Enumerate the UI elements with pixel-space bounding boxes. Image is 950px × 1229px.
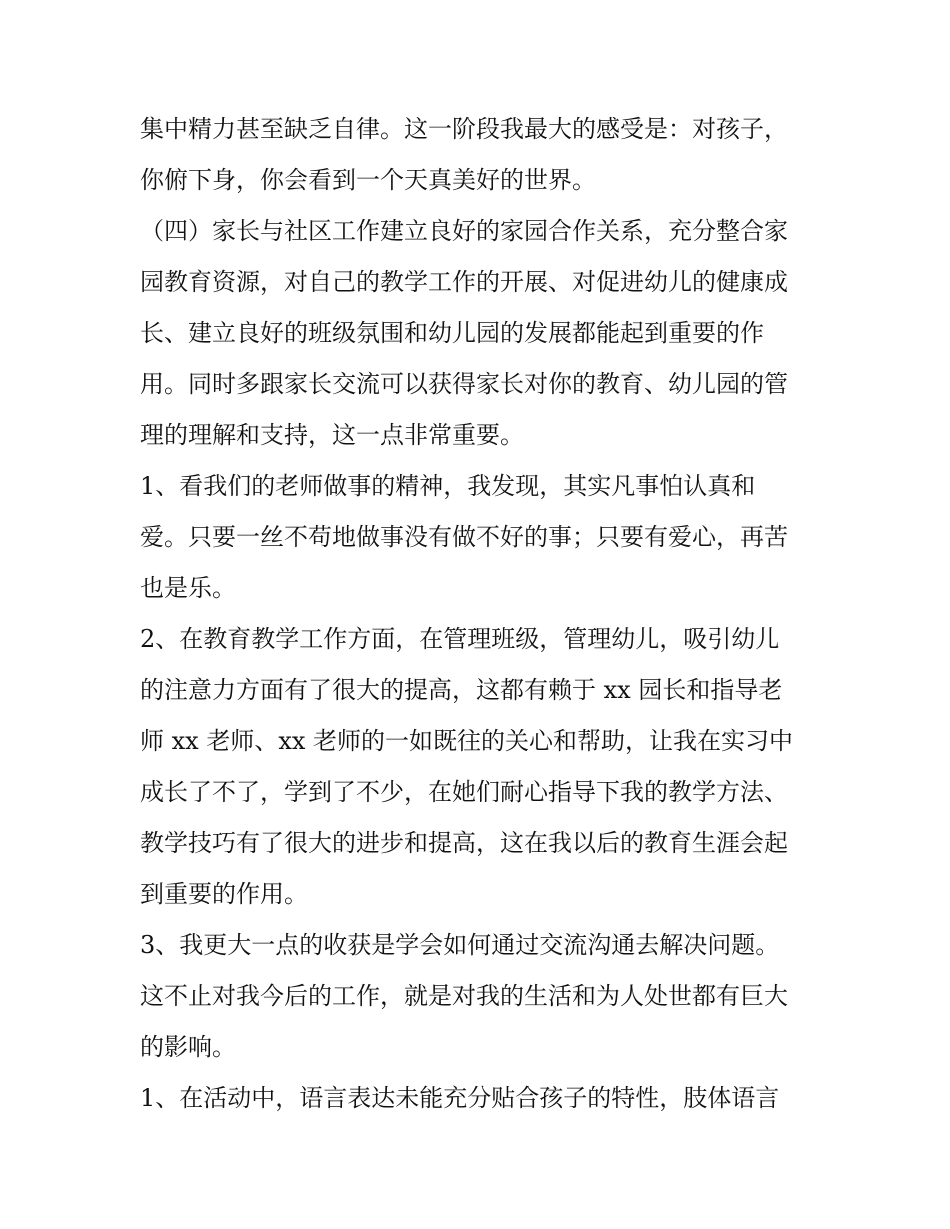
- text-line: 长、建立良好的班级氛围和幼儿园的发展都能起到重要的作: [140, 319, 764, 347]
- text-line: 1、看我们的老师做事的精神，我发现，其实凡事怕认真和: [140, 472, 756, 500]
- text-line: 这不止对我今后的工作，就是对我的生活和为人处世都有巨大: [140, 982, 788, 1010]
- text-line: 教学技巧有了很大的进步和提高，这在我以后的教育生涯会起: [140, 829, 788, 857]
- text-line: 理的理解和支持，这一点非常重要。: [140, 421, 524, 449]
- text-line: 成长了不了，学到了不少，在她们耐心指导下我的教学方法、: [140, 778, 788, 806]
- text-line: 1、在活动中，语言表达未能充分贴合孩子的特性，肢体语言: [140, 1084, 780, 1112]
- text-line: 也是乐。: [140, 574, 236, 602]
- text-line: 爱。只要一丝不苟地做事没有做不好的事；只要有爱心，再苦: [140, 523, 788, 551]
- text-line: 你俯下身，你会看到一个天真美好的世界。: [140, 166, 596, 194]
- text-line: （四）家长与社区工作建立良好的家园合作关系，充分整合家: [140, 217, 788, 245]
- text-line: 2、在教育教学工作方面，在管理班级，管理幼儿，吸引幼儿: [140, 625, 780, 653]
- text-line: 集中精力甚至缺乏自律。这一阶段我最大的感受是：对孩子，: [140, 115, 788, 143]
- document-body: [140, 104, 820, 1124]
- text-line: 的影响。: [140, 1033, 236, 1061]
- text-line: 用。同时多跟家长交流可以获得家长对你的教育、幼儿园的管: [140, 370, 788, 398]
- text-line: 师 xx 老师、xx 老师的一如既往的关心和帮助，让我在实习中: [140, 727, 794, 755]
- text-line: 到重要的作用。: [140, 880, 308, 908]
- text-line: 的注意力方面有了很大的提高，这都有赖于 xx 园长和指导老: [140, 676, 783, 704]
- text-line: 3、我更大一点的收获是学会如何通过交流沟通去解决问题。: [140, 931, 780, 959]
- text-line: 园教育资源，对自己的教学工作的开展、对促进幼儿的健康成: [140, 268, 788, 296]
